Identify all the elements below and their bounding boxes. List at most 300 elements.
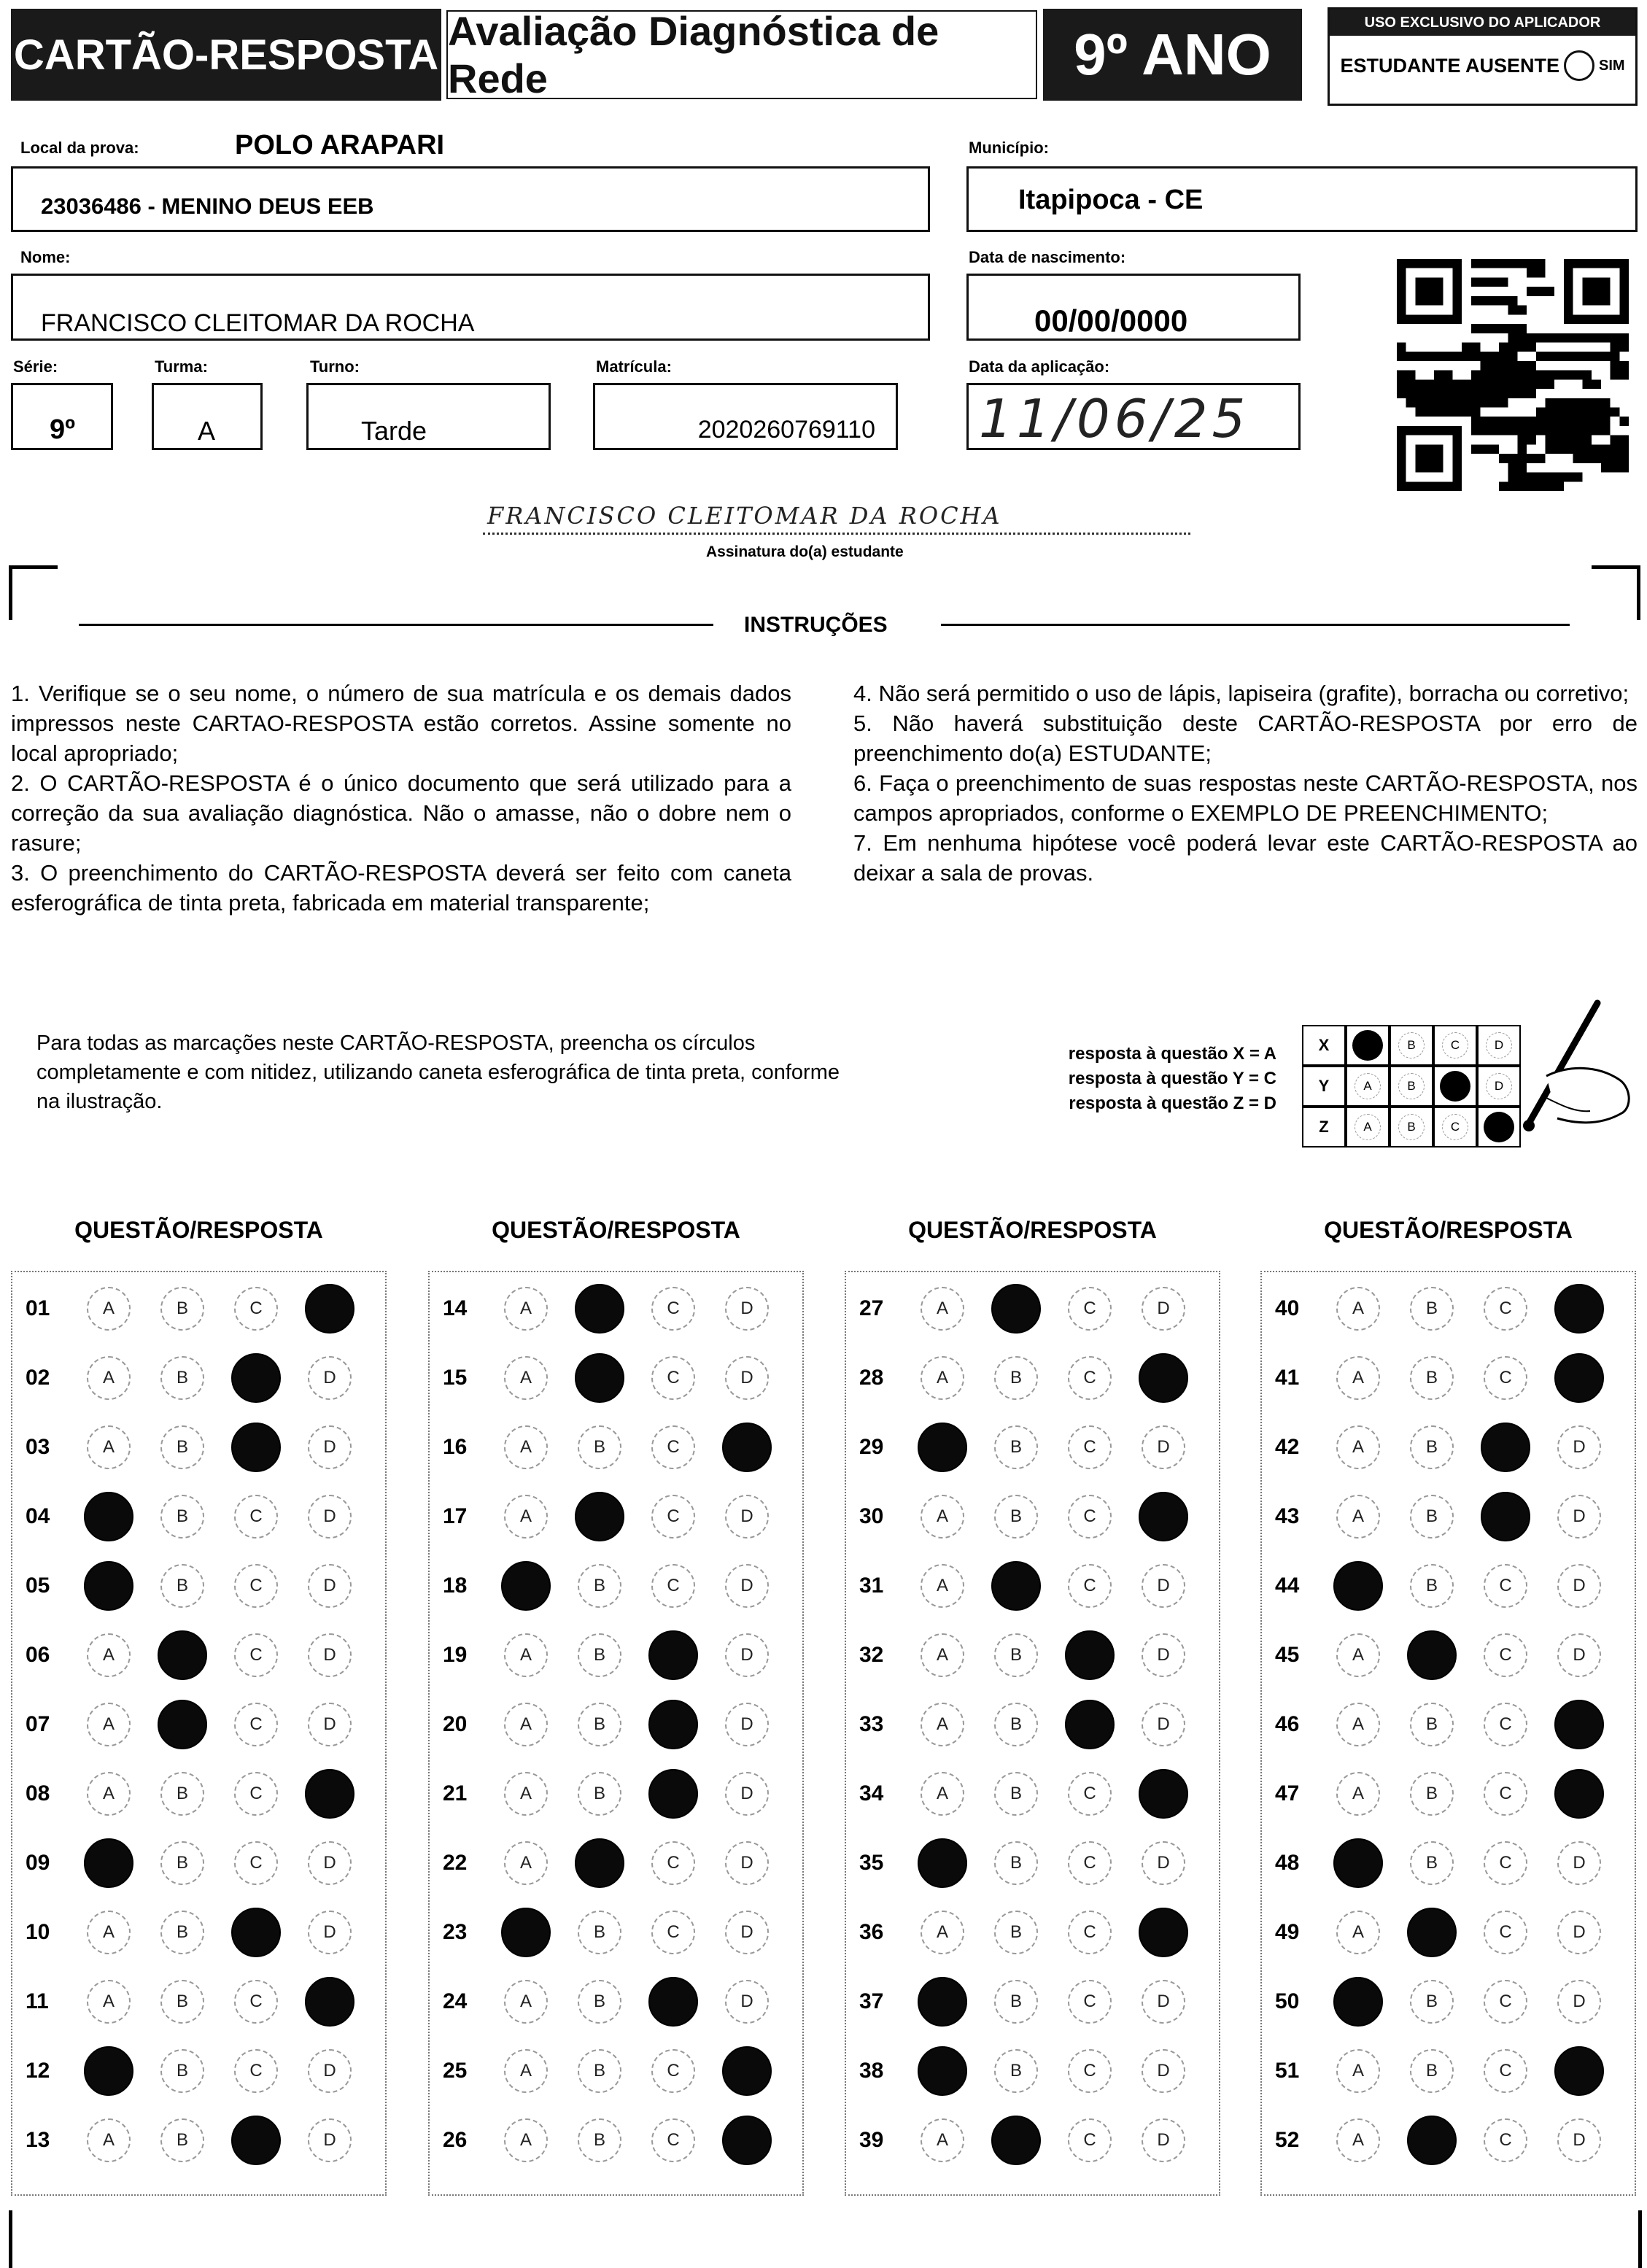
answer-bubble-b[interactable] <box>1407 2116 1457 2165</box>
answer-bubble-c[interactable] <box>1481 1492 1530 1541</box>
question-number: 28 <box>859 1366 884 1390</box>
answer-bubble-a[interactable]: A <box>504 2118 548 2162</box>
answer-bubble-c[interactable]: C <box>1068 1841 1112 1885</box>
answer-bubble-d[interactable] <box>1554 1769 1604 1819</box>
question-number: 29 <box>859 1435 884 1459</box>
answer-bubble-d[interactable]: D <box>725 1633 769 1677</box>
answer-bubble-a[interactable]: A <box>1336 1356 1380 1400</box>
answer-bubble-d[interactable]: D <box>1142 1633 1185 1677</box>
answer-bubble-b[interactable]: B <box>994 2049 1038 2093</box>
answer-bubble-c[interactable]: C <box>651 1495 695 1539</box>
serie-value: 9º <box>50 414 76 445</box>
answer-bubble-a[interactable]: A <box>504 1287 548 1331</box>
answer-bubble-c[interactable]: C <box>1484 1564 1527 1608</box>
answer-bubble-a[interactable]: A <box>1336 1772 1380 1816</box>
answer-bubble-c[interactable] <box>231 1908 281 1957</box>
answer-bubble-a[interactable] <box>1333 1977 1383 2027</box>
answer-bubble-b[interactable]: B <box>1410 1425 1454 1469</box>
answer-bubble-d[interactable] <box>722 2046 772 2096</box>
municipio-value: Itapipoca - CE <box>1018 185 1204 215</box>
question-row <box>12 1425 381 1469</box>
example-bubble-d: D <box>1486 1073 1512 1099</box>
answer-bubble-a[interactable] <box>84 1492 133 1541</box>
answer-bubble-b[interactable]: B <box>1410 1495 1454 1539</box>
question-row <box>12 1633 381 1677</box>
answer-bubble-b[interactable] <box>1407 1630 1457 1680</box>
answer-bubble-c[interactable]: C <box>1068 1911 1112 1954</box>
answer-bubble-a[interactable]: A <box>1336 1495 1380 1539</box>
question-row <box>1262 1911 1631 1954</box>
answer-bubble-d[interactable]: D <box>725 1911 769 1954</box>
answer-bubble-d[interactable]: D <box>308 2049 352 2093</box>
answer-bubble-c[interactable] <box>648 1977 698 2027</box>
absent-option: SIM <box>1598 57 1625 74</box>
answer-bubble-a[interactable]: A <box>1336 2118 1380 2162</box>
example-bubble-b: B <box>1398 1073 1425 1099</box>
answer-bubble-c[interactable]: C <box>1068 1772 1112 1816</box>
answer-bubble-d[interactable]: D <box>308 2118 352 2162</box>
answer-bubble-c[interactable] <box>231 1423 281 1472</box>
answer-bubble-b[interactable] <box>158 1630 207 1680</box>
answer-bubble-c[interactable]: C <box>1484 1633 1527 1677</box>
answer-bubble-d[interactable] <box>1554 1284 1604 1334</box>
answer-bubble-a[interactable]: A <box>504 1633 548 1677</box>
answer-bubble-b[interactable] <box>1407 1908 1457 1957</box>
question-row <box>846 2049 1215 2093</box>
answer-bubble-c[interactable]: C <box>651 1911 695 1954</box>
example-bubble-b: B <box>1398 1032 1425 1058</box>
turma-label: Turma: <box>155 357 208 376</box>
answer-bubble-b[interactable]: B <box>160 1495 204 1539</box>
applicator-label: USO EXCLUSIVO DO APLICADOR <box>1330 9 1635 36</box>
question-number: 14 <box>443 1296 468 1320</box>
answer-bubble-d[interactable]: D <box>1557 1841 1601 1885</box>
question-row <box>430 1703 799 1746</box>
question-row <box>430 1841 799 1885</box>
answer-bubble-d[interactable]: D <box>1557 1425 1601 1469</box>
answer-bubble-a[interactable]: A <box>87 1980 131 2024</box>
answer-bubble-d[interactable] <box>305 1284 354 1334</box>
answer-bubble-b[interactable]: B <box>578 1633 621 1677</box>
answer-bubble-d[interactable]: D <box>1142 1287 1185 1331</box>
answer-bubble-a[interactable] <box>918 1977 967 2027</box>
answer-bubble-b[interactable] <box>575 1838 624 1888</box>
example-line-z: resposta à questão Z = D <box>1069 1094 1276 1113</box>
answer-bubble-a[interactable]: A <box>1336 1633 1380 1677</box>
answer-bubble-a[interactable]: A <box>87 1356 131 1400</box>
question-number: 01 <box>26 1296 50 1320</box>
answer-bubble-c[interactable]: C <box>651 1425 695 1469</box>
answer-bubble-b[interactable]: B <box>994 1980 1038 2024</box>
question-row <box>1262 1495 1631 1539</box>
question-row <box>12 1356 381 1400</box>
answer-bubble-d[interactable]: D <box>308 1356 352 1400</box>
answer-bubble-a[interactable]: A <box>921 1287 964 1331</box>
answer-bubble-b[interactable]: B <box>994 1495 1038 1539</box>
answer-bubble-a[interactable]: A <box>1336 1287 1380 1331</box>
instructions-title: INSTRUÇÕES <box>744 613 888 637</box>
nascimento-label: Data de nascimento: <box>969 248 1126 266</box>
municipio-field <box>966 166 1638 232</box>
question-row <box>12 2049 381 2093</box>
answer-bubble-b[interactable]: B <box>1410 2049 1454 2093</box>
answer-bubble-b[interactable] <box>575 1284 624 1334</box>
matricula-value: 2020260769110 <box>697 416 875 444</box>
question-number: 06 <box>26 1643 50 1667</box>
answer-bubble-d[interactable]: D <box>725 1772 769 1816</box>
absent-checkbox[interactable] <box>1564 50 1594 81</box>
answer-bubble-b[interactable]: B <box>160 1564 204 1608</box>
answer-bubble-d[interactable]: D <box>1142 1841 1185 1885</box>
answer-bubble-b[interactable]: B <box>994 1911 1038 1954</box>
answer-bubble-c[interactable] <box>231 1353 281 1403</box>
answer-bubble-c[interactable]: C <box>1068 2049 1112 2093</box>
answer-bubble-d[interactable] <box>1554 1700 1604 1749</box>
answer-bubble-a[interactable]: A <box>504 1425 548 1469</box>
answer-bubble-c[interactable]: C <box>1068 1495 1112 1539</box>
answer-bubble-b[interactable]: B <box>578 2049 621 2093</box>
answer-bubble-c[interactable]: C <box>651 1356 695 1400</box>
answer-bubble-b[interactable]: B <box>160 1287 204 1331</box>
answer-bubble-b[interactable]: B <box>160 1980 204 2024</box>
question-row <box>430 1980 799 2024</box>
answer-bubble-b[interactable]: B <box>1410 1356 1454 1400</box>
question-row <box>846 1772 1215 1816</box>
nome-value: FRANCISCO CLEITOMAR DA ROCHA <box>41 309 475 337</box>
answer-column-title: QUESTÃO/RESPOSTA <box>1324 1217 1573 1243</box>
answer-bubble-a[interactable]: A <box>921 1564 964 1608</box>
answer-bubble-d[interactable]: D <box>1142 1703 1185 1746</box>
question-number: 51 <box>1275 2059 1300 2083</box>
question-number: 25 <box>443 2059 468 2083</box>
answer-bubble-b[interactable]: B <box>1410 1564 1454 1608</box>
answer-bubble-b[interactable] <box>991 2116 1041 2165</box>
answer-bubble-b[interactable]: B <box>1410 1841 1454 1885</box>
answer-bubble-c[interactable]: C <box>651 2049 695 2093</box>
answer-bubble-d[interactable]: D <box>725 1703 769 1746</box>
answer-bubble-a[interactable] <box>501 1908 551 1957</box>
answer-bubble-b[interactable]: B <box>1410 1703 1454 1746</box>
answer-bubble-a[interactable]: A <box>87 1425 131 1469</box>
answer-bubble-a[interactable]: A <box>1336 1425 1380 1469</box>
answer-bubble-a[interactable]: A <box>504 1980 548 2024</box>
answer-bubble-d[interactable]: D <box>308 1564 352 1608</box>
answer-bubble-c[interactable] <box>1065 1700 1115 1749</box>
answer-bubble-c[interactable]: C <box>234 1564 278 1608</box>
answer-bubble-b[interactable] <box>991 1561 1041 1611</box>
answer-bubble-b[interactable]: B <box>994 1425 1038 1469</box>
answer-bubble-d[interactable] <box>1139 1908 1188 1957</box>
answer-bubble-c[interactable] <box>648 1769 698 1819</box>
question-number: 12 <box>26 2059 50 2083</box>
question-row <box>1262 1564 1631 1608</box>
question-number: 37 <box>859 1989 884 2013</box>
answer-bubble-c[interactable] <box>648 1700 698 1749</box>
answer-bubble-d[interactable]: D <box>1557 1495 1601 1539</box>
answer-bubble-a[interactable] <box>918 1838 967 1888</box>
matricula-label: Matrícula: <box>596 357 672 376</box>
answer-bubble-a[interactable] <box>918 1423 967 1472</box>
answer-bubble-b[interactable]: B <box>160 2118 204 2162</box>
answer-bubble-d[interactable]: D <box>725 1287 769 1331</box>
answer-bubble-a[interactable]: A <box>1336 1911 1380 1954</box>
answer-bubble-c[interactable]: C <box>651 1287 695 1331</box>
question-row <box>12 1841 381 1885</box>
answer-bubble-c[interactable]: C <box>1484 1911 1527 1954</box>
example-bubble-c: C <box>1442 1032 1468 1058</box>
question-row <box>430 1633 799 1677</box>
example-cell <box>1433 1066 1477 1107</box>
answer-bubble-a[interactable]: A <box>87 1633 131 1677</box>
answer-bubble-c[interactable]: C <box>234 1495 278 1539</box>
question-number: 30 <box>859 1504 884 1528</box>
answer-bubble-c[interactable]: C <box>651 1841 695 1885</box>
instruction-7: 7. Em nenhuma hipótese você poderá levar este CARTÃO-RESPOSTA ao deixar a sala de provas. <box>853 830 1638 886</box>
example-bubble-a: A <box>1355 1073 1381 1099</box>
answer-bubble-a[interactable]: A <box>921 1911 964 1954</box>
answer-bubble-a[interactable]: A <box>504 1495 548 1539</box>
question-row <box>12 2118 381 2162</box>
example-cell <box>1433 1025 1477 1066</box>
answer-bubble-a[interactable] <box>84 1561 133 1611</box>
answer-bubble-a[interactable] <box>918 2046 967 2096</box>
question-row <box>1262 2049 1631 2093</box>
answer-bubble-d[interactable]: D <box>1557 1564 1601 1608</box>
answer-bubble-c[interactable]: C <box>1484 1841 1527 1885</box>
answer-bubble-d[interactable]: D <box>308 1703 352 1746</box>
answer-bubble-a[interactable] <box>1333 1838 1383 1888</box>
answer-bubble-b[interactable]: B <box>578 1772 621 1816</box>
instructions-right <box>853 678 1638 888</box>
answer-bubble-c[interactable]: C <box>234 1287 278 1331</box>
example-bubble-b: B <box>1398 1114 1425 1140</box>
answer-bubble-c[interactable]: C <box>1484 1703 1527 1746</box>
serie-label: Série: <box>13 357 58 376</box>
answer-bubble-a[interactable]: A <box>87 2118 131 2162</box>
answer-bubble-d[interactable] <box>1139 1769 1188 1819</box>
answer-bubble-c[interactable]: C <box>1068 1980 1112 2024</box>
answer-bubble-c[interactable]: C <box>234 2049 278 2093</box>
answer-bubble-c[interactable] <box>1065 1630 1115 1680</box>
question-number: 18 <box>443 1574 468 1598</box>
answer-bubble-b[interactable]: B <box>578 1425 621 1469</box>
answer-bubble-d[interactable]: D <box>725 1495 769 1539</box>
answer-bubble-c[interactable]: C <box>234 1703 278 1746</box>
answer-column <box>11 1271 387 2196</box>
answer-bubble-d[interactable] <box>722 2116 772 2165</box>
question-row <box>846 1356 1215 1400</box>
aplicacao-label: Data da aplicação: <box>969 357 1110 376</box>
nascimento-field <box>966 274 1301 341</box>
question-row <box>430 1287 799 1331</box>
answer-bubble-d[interactable] <box>305 1977 354 2027</box>
question-row <box>846 1980 1215 2024</box>
answer-bubble-d[interactable]: D <box>308 1911 352 1954</box>
answer-bubble-b[interactable]: B <box>994 1703 1038 1746</box>
instruction-4: 4. Não será permitido o uso de lápis, lapiseira (grafite), borracha ou corretivo; <box>853 681 1629 706</box>
answer-bubble-d[interactable] <box>722 1423 772 1472</box>
answer-bubble-c[interactable]: C <box>1068 2118 1112 2162</box>
answer-bubble-c[interactable] <box>231 2116 281 2165</box>
local-label: Local da prova: <box>20 139 139 157</box>
answer-bubble-d[interactable]: D <box>1142 2049 1185 2093</box>
answer-bubble-b[interactable] <box>991 1284 1041 1334</box>
answer-bubble-d[interactable]: D <box>308 1841 352 1885</box>
answer-bubble-b[interactable]: B <box>578 1703 621 1746</box>
answer-bubble-b[interactable] <box>575 1492 624 1541</box>
turma-field <box>152 383 263 450</box>
answer-bubble-d[interactable]: D <box>308 1495 352 1539</box>
answer-bubble-b[interactable]: B <box>578 1911 621 1954</box>
answer-bubble-c[interactable]: C <box>1484 1287 1527 1331</box>
answer-bubble-d[interactable]: D <box>1557 2118 1601 2162</box>
answer-bubble-d[interactable] <box>305 1769 354 1819</box>
answer-bubble-d[interactable]: D <box>1557 1633 1601 1677</box>
question-row <box>12 1772 381 1816</box>
answer-bubble-c[interactable]: C <box>1484 2118 1527 2162</box>
answer-bubble-c[interactable]: C <box>1068 1287 1112 1331</box>
answer-bubble-c[interactable]: C <box>1484 1980 1527 2024</box>
question-number: 20 <box>443 1712 468 1736</box>
answer-bubble-d[interactable]: D <box>1557 1980 1601 2024</box>
answer-bubble-c[interactable]: C <box>1068 1564 1112 1608</box>
answer-bubble-c[interactable] <box>1481 1423 1530 1472</box>
answer-bubble-d[interactable]: D <box>308 1633 352 1677</box>
answer-bubble-b[interactable]: B <box>160 2049 204 2093</box>
answer-bubble-d[interactable]: D <box>1142 2118 1185 2162</box>
answer-column-title: QUESTÃO/RESPOSTA <box>74 1217 323 1243</box>
answer-bubble-d[interactable]: D <box>725 1980 769 2024</box>
answer-bubble-a[interactable] <box>501 1561 551 1611</box>
answer-bubble-d[interactable]: D <box>725 1564 769 1608</box>
answer-bubble-d[interactable]: D <box>1142 1425 1185 1469</box>
answer-bubble-d[interactable]: D <box>1142 1564 1185 1608</box>
question-number: 27 <box>859 1296 884 1320</box>
answer-bubble-b[interactable] <box>575 1353 624 1403</box>
answer-bubble-b[interactable]: B <box>160 1425 204 1469</box>
question-number: 02 <box>26 1366 50 1390</box>
answer-bubble-a[interactable]: A <box>921 1703 964 1746</box>
question-row <box>430 1911 799 1954</box>
question-row <box>1262 2118 1631 2162</box>
answer-bubble-c[interactable] <box>648 1630 698 1680</box>
answer-bubble-d[interactable]: D <box>1557 1911 1601 1954</box>
answer-bubble-b[interactable]: B <box>578 1564 621 1608</box>
answer-bubble-c[interactable]: C <box>1068 1425 1112 1469</box>
question-number: 13 <box>26 2128 50 2152</box>
answer-bubble-a[interactable]: A <box>504 1772 548 1816</box>
question-number: 32 <box>859 1643 884 1667</box>
answer-bubble-d[interactable]: D <box>308 1425 352 1469</box>
answer-bubble-c[interactable]: C <box>651 1564 695 1608</box>
example-legend <box>1036 1042 1276 1116</box>
answer-bubble-a[interactable]: A <box>87 1287 131 1331</box>
answer-bubble-c[interactable]: C <box>1484 1356 1527 1400</box>
answer-bubble-b[interactable]: B <box>160 1356 204 1400</box>
answer-bubble-b[interactable]: B <box>1410 1287 1454 1331</box>
answer-bubble-d[interactable] <box>1139 1353 1188 1403</box>
answer-bubble-a[interactable]: A <box>1336 2049 1380 2093</box>
question-number: 46 <box>1275 1712 1300 1736</box>
answer-bubble-d[interactable]: D <box>725 1841 769 1885</box>
answer-bubble-c[interactable]: C <box>234 1633 278 1677</box>
answer-column <box>428 1271 804 2196</box>
answer-bubble-a[interactable]: A <box>921 1495 964 1539</box>
answer-bubble-c[interactable]: C <box>234 1772 278 1816</box>
question-number: 26 <box>443 2128 468 2152</box>
answer-bubble-a[interactable]: A <box>504 1356 548 1400</box>
answer-bubble-b[interactable]: B <box>160 1772 204 1816</box>
question-row <box>430 1564 799 1608</box>
question-number: 44 <box>1275 1574 1300 1598</box>
example-cell <box>1390 1066 1433 1107</box>
answer-bubble-a[interactable] <box>1333 1561 1383 1611</box>
answer-bubble-d[interactable]: D <box>725 1356 769 1400</box>
answer-bubble-d[interactable] <box>1554 2046 1604 2096</box>
answer-bubble-a[interactable]: A <box>87 1772 131 1816</box>
turno-value: Tarde <box>361 416 427 446</box>
answer-bubble-a[interactable]: A <box>504 1703 548 1746</box>
instruction-2: 2. O CARTÃO-RESPOSTA é o único documento que será utilizado para a correção da sua avaliação diagnóstica. Não o amasse, não o dobre nem o rasure; <box>11 770 791 856</box>
answer-bubble-c[interactable]: C <box>234 1980 278 2024</box>
instructions-rule-left <box>79 624 713 626</box>
question-row <box>1262 1703 1631 1746</box>
question-number: 35 <box>859 1851 884 1875</box>
grade-badge: 9º ANO <box>1043 9 1302 101</box>
answer-bubble-a[interactable]: A <box>504 2049 548 2093</box>
answer-bubble-d[interactable] <box>1554 1353 1604 1403</box>
absent-label: ESTUDANTE AUSENTE <box>1340 54 1559 77</box>
answer-bubble-b[interactable]: B <box>1410 1772 1454 1816</box>
answer-bubble-a[interactable]: A <box>87 1911 131 1954</box>
example-cell <box>1346 1066 1390 1107</box>
answer-bubble-b[interactable]: B <box>160 1841 204 1885</box>
answer-bubble-b[interactable]: B <box>160 1911 204 1954</box>
answer-bubble-c[interactable]: C <box>1484 2049 1527 2093</box>
question-number: 04 <box>26 1504 50 1528</box>
answer-bubble-a[interactable] <box>84 2046 133 2096</box>
answer-bubble-b[interactable]: B <box>994 1356 1038 1400</box>
answer-bubble-c[interactable]: C <box>234 1841 278 1885</box>
answer-bubble-a[interactable]: A <box>1336 1703 1380 1746</box>
answer-bubble-c[interactable]: C <box>1068 1356 1112 1400</box>
answer-bubble-a[interactable] <box>84 1838 133 1888</box>
answer-bubble-c[interactable]: C <box>1484 1772 1527 1816</box>
answer-bubble-d[interactable]: D <box>1142 1980 1185 2024</box>
answer-bubble-a[interactable]: A <box>87 1703 131 1746</box>
answer-bubble-b[interactable]: B <box>578 1980 621 2024</box>
answer-bubble-a[interactable]: A <box>921 1633 964 1677</box>
answer-bubble-a[interactable]: A <box>504 1841 548 1885</box>
question-number: 43 <box>1275 1504 1300 1528</box>
turno-field <box>306 383 551 450</box>
answer-bubble-b[interactable] <box>158 1700 207 1749</box>
answer-bubble-b[interactable]: B <box>994 1841 1038 1885</box>
answer-bubble-a[interactable]: A <box>921 2118 964 2162</box>
answer-bubble-a[interactable]: A <box>921 1772 964 1816</box>
answer-bubble-b[interactable]: B <box>994 1772 1038 1816</box>
question-row <box>1262 1633 1631 1677</box>
answer-bubble-b[interactable]: B <box>1410 1980 1454 2024</box>
answer-bubble-b[interactable]: B <box>994 1633 1038 1677</box>
answer-bubble-a[interactable]: A <box>921 1356 964 1400</box>
answer-bubble-c[interactable]: C <box>651 2118 695 2162</box>
question-number: 09 <box>26 1851 50 1875</box>
answer-bubble-b[interactable]: B <box>578 2118 621 2162</box>
example-row-label: Z <box>1302 1107 1346 1147</box>
answer-bubble-d[interactable] <box>1139 1492 1188 1541</box>
question-number: 22 <box>443 1851 468 1875</box>
